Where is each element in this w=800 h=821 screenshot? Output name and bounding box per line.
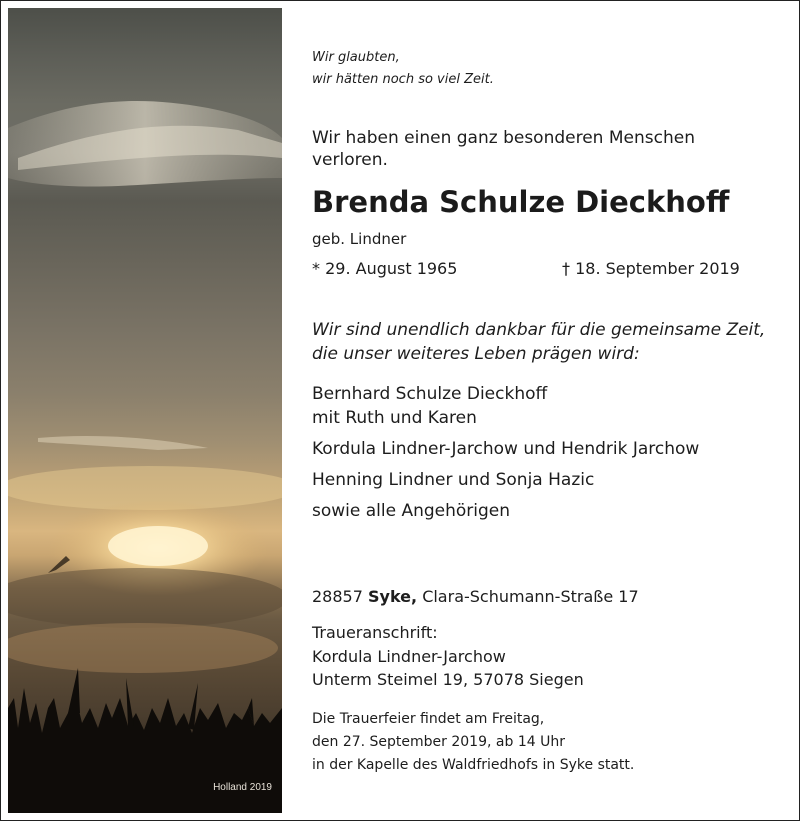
mourner-3: Kordula Lindner-Jarchow und Hendrik Jarchow <box>312 439 700 459</box>
intro-line-1: Wir haben einen ganz besonderen Menschen <box>312 128 695 148</box>
photo-caption: Holland 2019 <box>213 782 272 793</box>
mourning-address-street: Unterm Steimel 19, 57078 Siegen <box>312 670 584 689</box>
ceremony-line-3: in der Kapelle des Waldfriedhofs in Syke statt. <box>312 757 635 773</box>
address-street: Clara-Schumann-Straße 17 <box>422 587 639 606</box>
gratitude-line-2: die unser weiteres Leben prägen wird: <box>312 344 640 364</box>
mourner-2: mit Ruth und Karen <box>312 408 477 428</box>
sunset-illustration <box>8 8 282 813</box>
mourner-4: Henning Lindner und Sonja Hazic <box>312 470 595 490</box>
mourner-1: Bernhard Schulze Dieckhoff <box>312 384 548 404</box>
maiden-name: geb. Lindner <box>312 230 407 248</box>
intro-line-2: verloren. <box>312 150 388 170</box>
gratitude-line-1: Wir sind unendlich dankbar für die gemeinsame Zeit, <box>312 320 766 340</box>
motto-line-1: Wir glaubten, <box>312 50 400 65</box>
mourning-address-name: Kordula Lindner-Jarchow <box>312 647 506 666</box>
deceased-name: Brenda Schulze Dieckhoff <box>312 185 730 219</box>
ceremony-line-2: den 27. September 2019, ab 14 Uhr <box>312 734 565 750</box>
sunset-photo <box>8 8 282 813</box>
mourner-5: sowie alle Angehörigen <box>312 501 511 521</box>
residence-address <box>312 584 639 609</box>
address-zip: 28857 <box>312 587 363 606</box>
address-city: Syke, <box>368 587 418 606</box>
death-date: † 18. September 2019 <box>562 259 740 278</box>
motto-line-2: wir hätten noch so viel Zeit. <box>312 72 494 87</box>
birth-date: * 29. August 1965 <box>312 259 458 278</box>
ceremony-line-1: Die Trauerfeier findet am Freitag, <box>312 711 545 727</box>
mourning-address-label: Traueranschrift: <box>312 623 438 642</box>
